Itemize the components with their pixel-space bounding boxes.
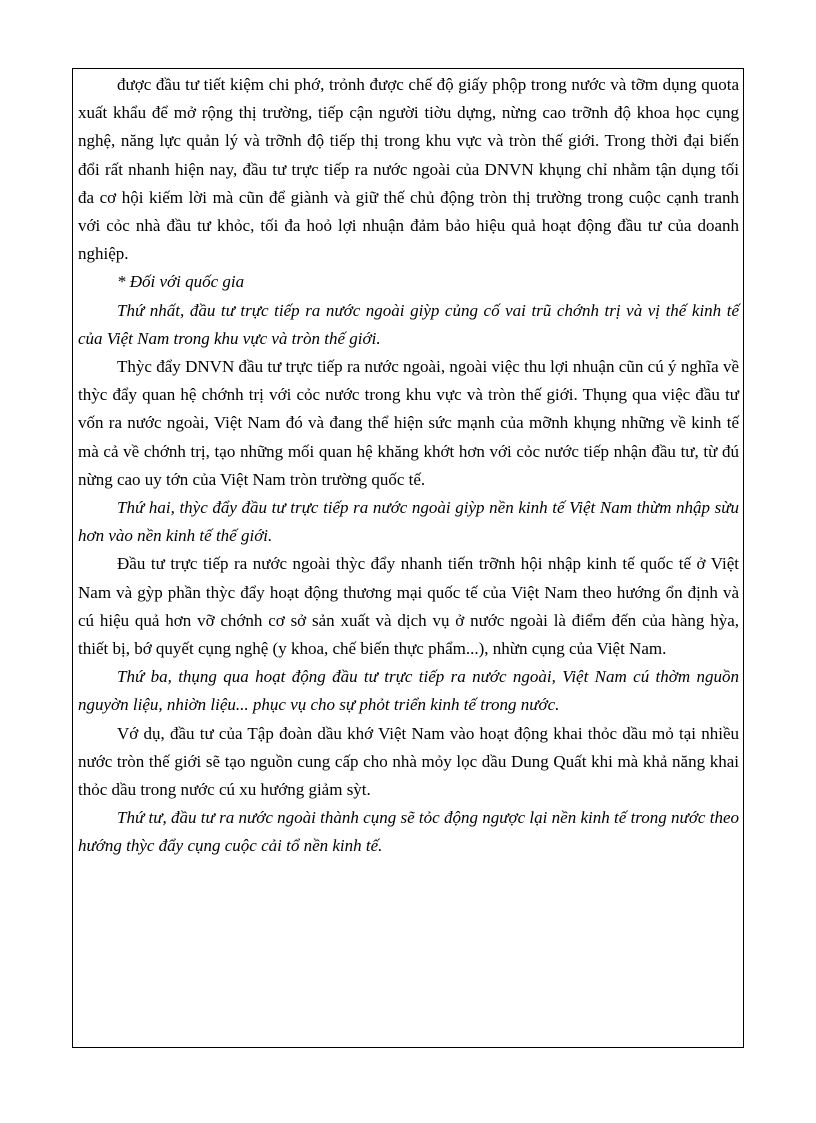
point-second-heading: Thứ hai, thỳc đẩy đầu tư trực tiếp ra nước ngoài giỳp nền kinh tế Việt Nam thừm nhập sừu hơn vào nền kinh tế thế giới. [78, 498, 739, 546]
section-heading-national: * Đối với quốc gia [117, 272, 245, 292]
paragraph-integration: Đầu tư trực tiếp ra nước ngoài thỳc đẩy nhanh tiến trỡnh hội nhập kinh tế quốc tế ở Việt Nam và gỳp phần thỳc đẩy hoạt động thương mại quốc tế của Việt Nam theo hướng ổn định và cú hiệu quả hơn vỡ chớnh cơ sở sản xuất và dịch vụ ở nước ngoài là điểm đến của hàng hỳa, thiết bị, bớ quyết cụng nghệ (y khoa, chế biến thực phẩm...), nhừn cụng của Việt Nam. [78, 554, 739, 659]
point-fourth-heading: Thứ tư, đầu tư ra nước ngoài thành cụng sẽ tỏc động ngược lại nền kinh tế trong nước theo hướng thỳc đẩy cụng cuộc cải tổ nền kinh tế. [78, 808, 739, 856]
point-first-heading: Thứ nhất, đầu tư trực tiếp ra nước ngoài giỳp củng cố vai trũ chớnh trị và vị thế kinh tế của Việt Nam trong khu vực và tròn thế giới. [78, 300, 739, 348]
document-body [78, 71, 739, 861]
paragraph-oil-example: Vớ dụ, đầu tư của Tập đoàn dầu khớ Việt Nam vào hoạt động khai thỏc dầu mỏ tại nhiều nước tròn thế giới sẽ tạo nguồn cung cấp cho nhà mỏy lọc dầu Dung Quất khi mà khả năng khai thỏc dầu trong nước cú xu hướng giảm sỳt. [78, 723, 739, 800]
paragraph-political-relations: Thỳc đẩy DNVN đầu tư trực tiếp ra nước ngoài, ngoài việc thu lợi nhuận cũn cú ý nghĩa về thỳc đẩy quan hệ chớnh trị với cỏc nước trong khu vực và tròn thế giới. Thụng qua việc đầu tư vốn ra nước ngoài, Việt Nam đó và đang thể hiện sức mạnh của mỡnh khụng những về kinh tế mà cả về chớnh trị, tạo những mối quan hệ khăng khớt hơn với cỏc nước tiếp nhận đầu tư, từ đú nừng cao uy tớn của Việt Nam tròn trường quốc tế. [78, 357, 739, 489]
paragraph-investor-benefits: được đầu tư tiết kiệm chi phớ, trỏnh được chế độ giấy phộp trong nước và tỡm dụng quota xuất khẩu để mở rộng thị trường, tiếp cận người tiờu dựng, nừng cao trỡnh độ khoa học cụng nghệ, năng lực quản lý và trỡnh độ tiếp thị trong khu vực và tròn thế giới. Trong thời đại biến đổi rất nhanh hiện nay, đầu tư trực tiếp ra nước ngoài của DNVN khụng chỉ nhằm tận dụng tối đa cơ hội kiếm lời mà cũn để giành và giữ thế chủ động tròn thị trường trong cuộc cạnh tranh với cỏc nhà đầu tư khỏc, tối đa hoỏ lợi nhuận đảm bảo hiệu quả hoạt động đầu tư của doanh nghiệp. [78, 75, 739, 264]
point-third-heading: Thứ ba, thụng qua hoạt động đầu tư trực tiếp ra nước ngoài, Việt Nam cú thờm nguồn nguyờn liệu, nhiờn liệu... phục vụ cho sự phỏt triển kinh tế trong nước. [78, 667, 739, 715]
